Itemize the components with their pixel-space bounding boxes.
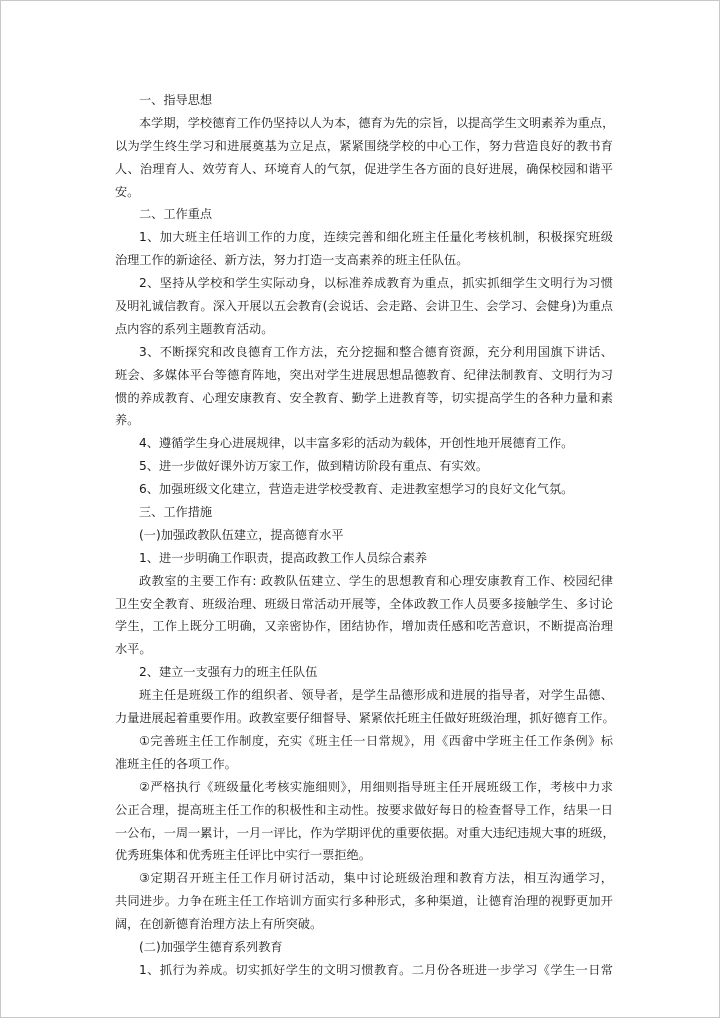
text-line: 卫生安全教育、班级治理、班级日常活动开展等，全体政教工作人员要多接触学生、多讨论 — [115, 596, 613, 611]
text-line: 1、加大班主任培训工作的力度，连续完善和细化班主任量化考核机制，积极探究班级 — [139, 230, 613, 245]
text-line: 点内容的系列主题教育活动。 — [115, 321, 274, 336]
text-line: 水平。 — [115, 642, 152, 657]
text-line: 3、不断探究和改良德育工作方法，充分挖掘和整合德育资源，充分利用国旗下讲话、 — [139, 344, 613, 359]
text-line: 准班主任的各项工作。 — [115, 756, 237, 771]
text-line: 治理工作的新途径、新方法，努力打造一支高素养的班主任队伍。 — [115, 253, 469, 268]
text-line: 公正合理，提高班主任工作的积极性和主动性。按要求做好每日的检查督导工作，结果一日 — [115, 802, 613, 817]
text-line: 及明礼诚信教育。深入开展以五会教育(会说话、会走路、会讲卫生、会学习、会健身)为重点 — [115, 299, 613, 314]
text-line: (二)加强学生德育系列教育 — [139, 939, 283, 954]
text-line: 三、工作措施 — [139, 505, 213, 520]
text-line: 二、工作重点 — [139, 207, 213, 222]
text-line: 1、进一步明确工作职责，提高政教工作人员综合素养 — [139, 550, 428, 565]
text-line: 政教室的主要工作有: 政教队伍建立、学生的思想教育和心理安康教育工作、校园纪律 — [139, 573, 613, 588]
document-body — [115, 89, 613, 982]
text-line: 学生，工作上既分工明确，又亲密协作，团结协作，增加责任感和吃苦意识，不断提高治理 — [115, 619, 613, 634]
text-line: 以为学生终生学习和进展奠基为立足点，紧紧围绕学校的中心工作，努力营造良好的教书育 — [115, 138, 613, 153]
text-line: 2、坚持从学校和学生实际动身，以标准养成教育为重点，抓实抓细学生文明行为习惯 — [139, 276, 613, 291]
text-line: ③定期召开班主任工作月研讨活动，集中讨论班级治理和教育方法，相互沟通学习， — [139, 871, 613, 886]
text-line: 安。 — [115, 184, 140, 199]
text-line: 1、抓行为养成。切实抓好学生的文明习惯教育。二月份各班进一步学习《学生一日常 — [139, 962, 613, 977]
text-line: (一)加强政教队伍建立，提高德育水平 — [139, 527, 344, 542]
text-line: 人、治理育人、效劳育人、环境育人的气氛，促进学生各方面的良好进展，确保校园和谐平 — [115, 161, 613, 176]
text-line: 4、遵循学生身心进展规律，以丰富多彩的活动为载体，开创性地开展德育工作。 — [139, 436, 574, 451]
text-line: 养。 — [115, 413, 140, 428]
text-line: 班主任是班级工作的组织者、领导者，是学生品德形成和进展的指导者，对学生品德、 — [139, 688, 613, 703]
text-line: 阔，在创新德育治理方法上有所突破。 — [115, 917, 323, 932]
text-line: ②严格执行《班级量化考核实施细则》，用细则指导班主任开展班级工作，考核中力求 — [139, 779, 613, 794]
text-line: 2、建立一支强有力的班主任队伍 — [139, 665, 318, 680]
text-line: 6、加强班级文化建立，营造走进学校受教育、走进教室想学习的良好文化气氛。 — [139, 482, 574, 497]
text-line: 一、指导思想 — [139, 93, 213, 107]
text-line: 班会、多媒体平台等德育阵地，突出对学生进展思想品德教育、纪律法制教育、文明行为习 — [115, 367, 613, 382]
text-line: 5、进一步做好课外访万家工作，做到精访阶段有重点、有实效。 — [139, 459, 489, 474]
text-line: 优秀班集体和优秀班主任评比中实行一票拒绝。 — [115, 848, 371, 863]
text-line: 一公布，一周一累计，一月一评比，作为学期评优的重要依据。对重大违纪违规大事的班级， — [115, 825, 615, 840]
text-line: 力量进展起着重要作用。政教室要仔细督导、紧紧依托班主任做好班级治理，抓好德育工作。 — [115, 711, 615, 726]
text-line: 惯的养成教育、心理安康教育、安全教育、勤学上进教育等，切实提高学生的各种力量和素 — [115, 390, 613, 405]
text-line: ①完善班主任工作制度，充实《班主任一日常规》，用《西畲中学班主任工作条例》标 — [139, 733, 613, 748]
text-line: 本学期，学校德育工作仍坚持以人为本，德育为先的宗旨，以提高学生文明素养为重点， — [139, 115, 615, 130]
text-line: 共同进步。力争在班主任工作培训方面实行多种形式，多种渠道，让德育治理的视野更加开 — [115, 894, 613, 909]
